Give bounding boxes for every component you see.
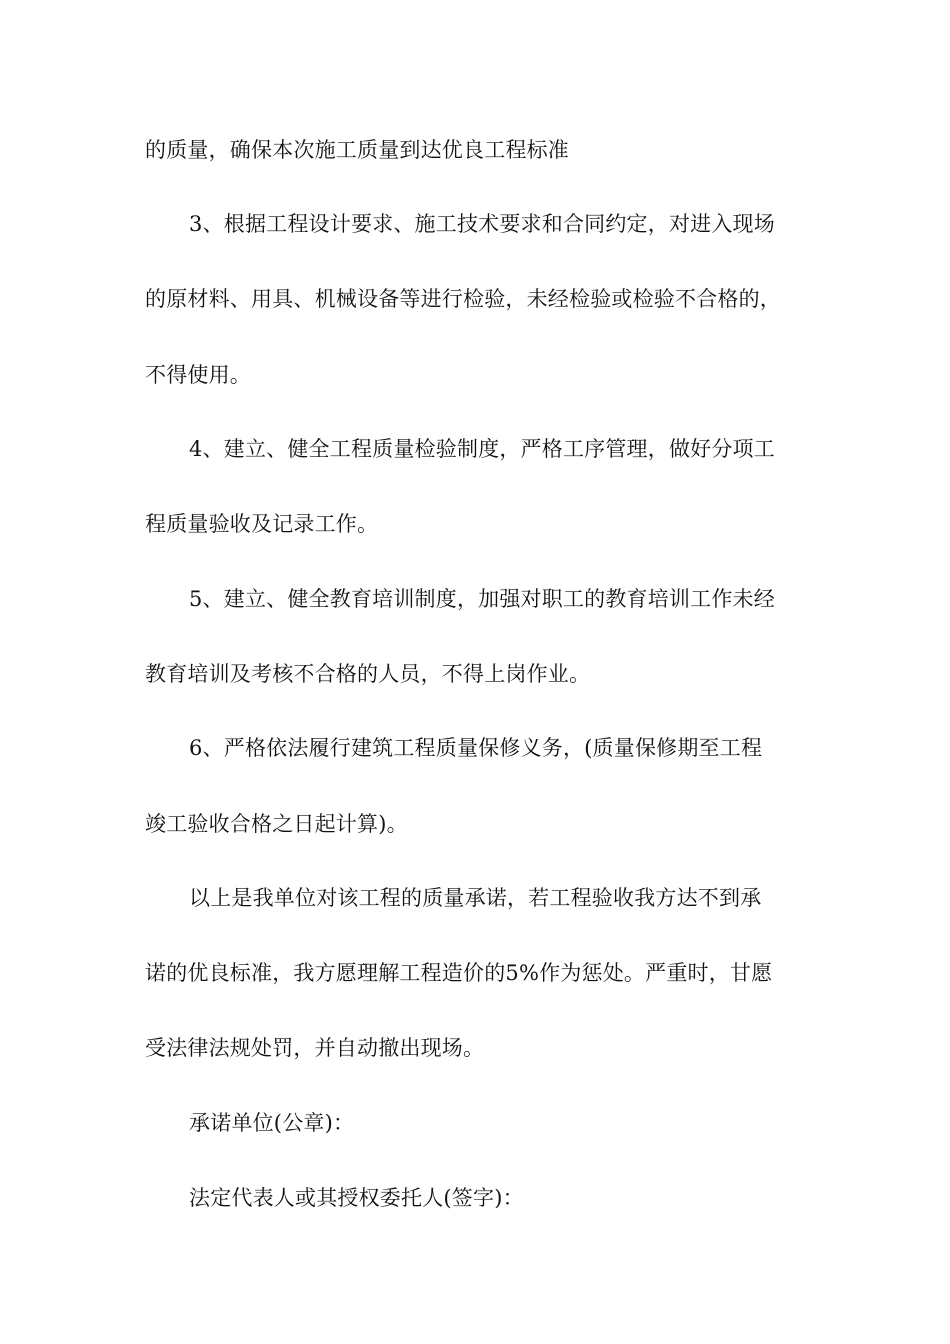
text-line-3: 的原材料、用具、机械设备等进行检验，未经检验或检验不合格的， <box>145 287 781 311</box>
text-line-7: 5、建立、健全教育培训制度，加强对职工的教育培训工作未经 <box>189 587 775 611</box>
text-line-11: 以上是我单位对该工程的质量承诺，若工程验收我方达不到承 <box>189 886 762 910</box>
text-line-9: 6、严格依法履行建筑工程质量保修义务，(质量保修期至工程 <box>189 736 763 760</box>
text-line-2: 3、根据工程设计要求、施工技术要求和合同约定，对进入现场 <box>189 212 775 236</box>
text-line-1: 的质量，确保本次施工质量到达优良工程标准 <box>145 138 569 162</box>
text-line-6: 程质量验收及记录工作。 <box>145 512 379 536</box>
text-line-13: 受法律法规处罚，并自动撤出现场。 <box>145 1036 485 1060</box>
signature-representative-label: 法定代表人或其授权委托人(签字)： <box>189 1186 524 1210</box>
text-line-12: 诺的优良标准，我方愿理解工程造价的5%作为惩处。严重时，甘愿 <box>145 961 773 985</box>
text-line-10: 竣工验收合格之日起计算)。 <box>145 812 408 836</box>
text-line-4: 不得使用。 <box>145 363 251 387</box>
text-line-5: 4、建立、健全工程质量检验制度，严格工序管理，做好分项工 <box>189 437 775 461</box>
text-line-8: 教育培训及考核不合格的人员，不得上岗作业。 <box>145 662 591 686</box>
signature-unit-label: 承诺单位(公章)： <box>189 1111 355 1135</box>
